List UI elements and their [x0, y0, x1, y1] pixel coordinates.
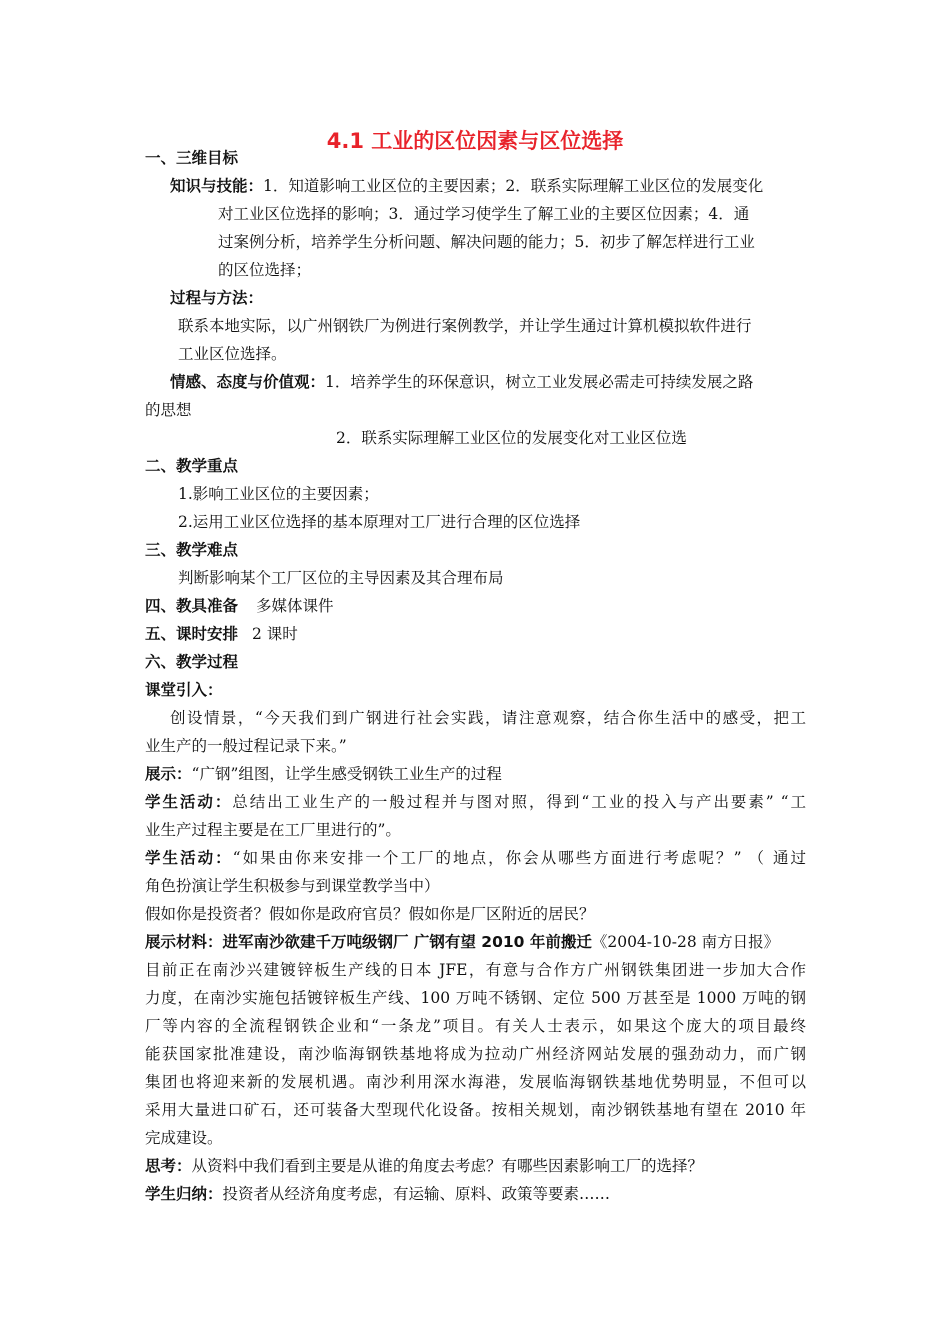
material-label: 展示材料：进军南沙欲建千万吨级钢厂 广钢有望 2010 年前搬迁: [145, 933, 592, 951]
activity1-line-1: [145, 788, 806, 816]
knowledge-skills-line-4: 的区位选择；: [218, 261, 312, 279]
material-line-5: 集团也将迎来新的发展机遇。南沙利用深水海港，发展临海钢铁基地优势明显，不但可以: [145, 1073, 806, 1091]
show-line: [145, 760, 502, 788]
section-heading-difficulties: 三、教学难点: [145, 541, 239, 559]
section-heading-objectives: 一、三维目标: [145, 149, 239, 167]
material-line-4: 能获国家批准建设，南沙临海钢铁基地将成为拉动广州经济网站发展的强劲动力，而广钢: [145, 1045, 806, 1063]
activity2-label: 学生活动：: [145, 849, 233, 867]
material-source: 《2004-10-28 南方日报》: [591, 933, 780, 951]
summary-label: 学生归纳：: [145, 1185, 223, 1203]
activity1-label: 学生活动：: [145, 793, 233, 811]
activity1-line-2: 业生产过程主要是在工厂里进行的”。: [145, 821, 401, 839]
key-point-1: 1.影响工业区位的主要因素；: [178, 485, 379, 503]
process-methods-line-1: 联系本地实际，以广州钢铁厂为例进行案例教学，并让学生通过计算机模拟软件进行: [178, 317, 752, 335]
show-text: “广钢”组图，让学生感受钢铁工业生产的过程: [191, 765, 502, 783]
section-heading-key-points: 二、教学重点: [145, 457, 239, 475]
emotion-values-text-1: 1．培养学生的环保意识，树立工业发展必需走可持续发展之路: [325, 373, 754, 391]
intro-line-1: 创设情景，“今天我们到广钢进行社会实践，请注意观察，结合你生活中的感受，把工: [170, 709, 806, 727]
think-text: 从资料中我们看到主要是从谁的角度去考虑？有哪些因素影响工厂的选择？: [191, 1157, 704, 1175]
material-line-1: 目前正在南沙兴建镀锌板生产线的日本 JFE，有意与合作方广州钢铁集团进一步加大合作: [145, 961, 806, 979]
activity2-text-1: “如果由你来安排一个工厂的地点，你会从哪些方面进行考虑呢？” （ 通过: [232, 849, 806, 867]
knowledge-skills-line-1: [170, 172, 806, 200]
activity2-line-1: [145, 844, 806, 872]
material-heading-line: [145, 928, 779, 956]
material-line-3: 厂等内容的全流程钢铁企业和“一条龙”项目。有关人士表示，如果这个庞大的项目最终: [145, 1017, 806, 1035]
class-hours-line: [145, 620, 298, 648]
summary-line: [145, 1180, 610, 1208]
section-heading-process: 六、教学过程: [145, 653, 239, 671]
knowledge-skills-line-3: 过案例分析，培养学生分析问题、解决问题的能力；5．初步了解怎样进行工业: [218, 233, 755, 251]
teaching-aids-value: 多媒体课件: [256, 597, 334, 615]
knowledge-skills-label: 知识与技能：: [170, 177, 264, 195]
section-heading-aids: 四、教具准备: [145, 597, 239, 615]
section-heading-hours: 五、课时安排: [145, 625, 239, 643]
think-line: [145, 1152, 703, 1180]
intro-label: 课堂引入：: [145, 681, 223, 699]
emotion-values-line-3: 2．联系实际理解工业区位的发展变化对工业区位选: [336, 429, 687, 447]
emotion-values-label: 情感、态度与价值观：: [170, 373, 326, 391]
difficulty-1: 判断影响某个工厂区位的主导因素及其合理布局: [178, 569, 504, 587]
page-title: 4.1 工业的区位因素与区位选择: [326, 129, 624, 153]
material-line-2: 力度，在南沙实施包括镀锌板生产线、100 万吨不锈钢、定位 500 万甚至是 1000 万吨的钢: [145, 989, 806, 1007]
activity2-line-2: 角色扮演让学生积极参与到课堂教学当中）: [145, 877, 440, 895]
activity2-line-3: 假如你是投资者？假如你是政府官员？假如你是厂区附近的居民？: [145, 905, 595, 923]
knowledge-skills-text-1: 1．知道影响工业区位的主要因素；2．联系实际理解工业区位的发展变化: [263, 177, 764, 195]
process-methods-label: 过程与方法：: [170, 289, 264, 307]
show-label: 展示：: [145, 765, 192, 783]
summary-text: 投资者从经济角度考虑，有运输、原料、政策等要素……: [222, 1185, 611, 1203]
emotion-values-line-1: [170, 368, 753, 396]
material-line-6: 采用大量进口矿石，还可装备大型现代化设备。按相关规划，南沙钢铁基地有望在 2010 年: [145, 1101, 806, 1119]
material-line-7: 完成建设。: [145, 1129, 223, 1147]
process-methods-line-2: 工业区位选择。: [178, 345, 287, 363]
knowledge-skills-line-2: 对工业区位选择的影响；3．通过学习使学生了解工业的主要区位因素；4．通: [218, 205, 750, 223]
think-label: 思考：: [145, 1157, 192, 1175]
emotion-values-line-2: 的思想: [145, 401, 192, 419]
teaching-aids-line: [145, 592, 334, 620]
class-hours-value: 2 课时: [252, 625, 298, 643]
key-point-2: 2.运用工业区位选择的基本原理对工厂进行合理的区位选择: [178, 513, 581, 531]
activity1-text-1: 总结出工业生产的一般过程并与图对照，得到“工业的投入与产出要素” “工: [232, 793, 806, 811]
intro-line-2: 业生产的一般过程记录下来。”: [145, 737, 347, 755]
